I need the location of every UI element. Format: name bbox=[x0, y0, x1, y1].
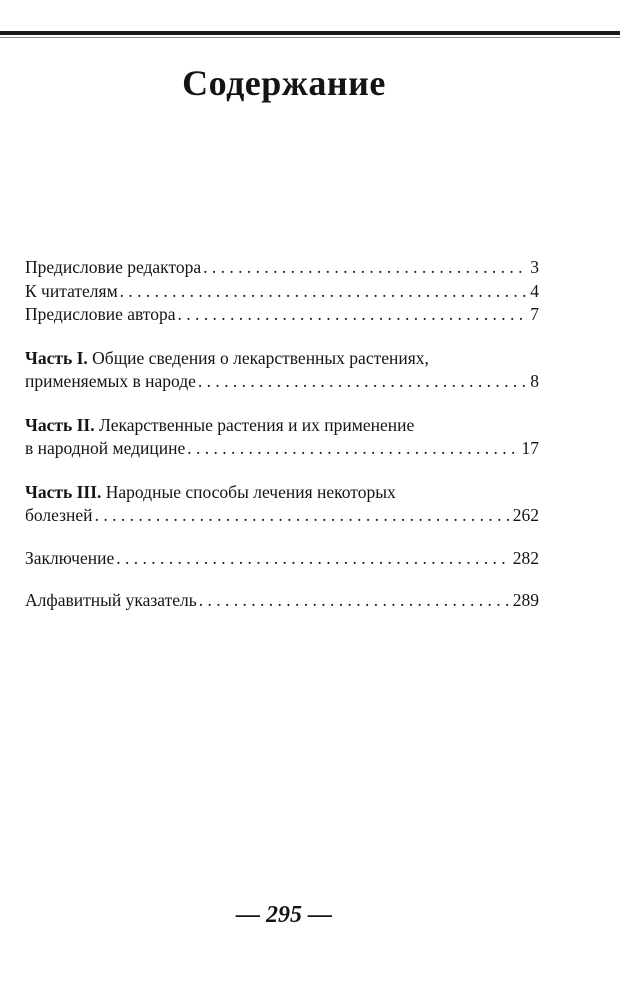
toc-page-number: 7 bbox=[530, 304, 539, 324]
folio-dash-right: — bbox=[308, 902, 332, 928]
toc-entry-title: К читателям bbox=[25, 280, 118, 301]
toc-part-label: Часть I. bbox=[25, 347, 88, 368]
leader-dots bbox=[203, 256, 528, 280]
leader-dots bbox=[95, 504, 511, 528]
leader-dots bbox=[187, 437, 519, 461]
leader-dots bbox=[120, 280, 529, 304]
toc-part-label: Часть III. bbox=[25, 481, 102, 502]
toc-entry-title: Алфавитный указатель bbox=[25, 590, 197, 610]
toc-entry-title-continued: применяемых в народе bbox=[25, 371, 196, 391]
toc-page-number: 8 bbox=[530, 371, 539, 391]
toc-entry-title-continued: в народной медицине bbox=[25, 438, 186, 458]
table-of-contents bbox=[25, 256, 539, 613]
folio-page-number: 295 bbox=[266, 902, 302, 928]
toc-page-number: 282 bbox=[512, 547, 539, 568]
folio-dash-left: — bbox=[236, 902, 260, 928]
toc-entry-title: Заключение bbox=[25, 547, 115, 568]
toc-entry-editor-preface[interactable] bbox=[25, 256, 539, 280]
leader-dots bbox=[199, 589, 511, 613]
toc-page-number: 289 bbox=[512, 590, 539, 610]
toc-entry-title: Лекарственные растения и их применение bbox=[98, 414, 415, 435]
page-title: Содержание bbox=[182, 63, 386, 103]
toc-entry-conclusion[interactable] bbox=[25, 547, 539, 571]
top-rule bbox=[0, 31, 620, 35]
toc-entry-to-readers[interactable] bbox=[25, 280, 539, 304]
toc-entry-part-3[interactable] bbox=[25, 481, 539, 528]
toc-page-number: 4 bbox=[530, 280, 539, 301]
toc-entry-index[interactable] bbox=[25, 589, 539, 613]
toc-entry-title: Предисловие автора bbox=[25, 304, 176, 324]
toc-entry-part-1[interactable] bbox=[25, 347, 539, 394]
toc-entry-title: Общие сведения о лекарственных растениях, bbox=[92, 347, 429, 368]
leader-dots bbox=[116, 547, 511, 571]
page-folio bbox=[0, 902, 568, 929]
toc-page-number: 17 bbox=[521, 438, 539, 458]
toc-entry-title: Предисловие редактора bbox=[25, 257, 202, 277]
toc-entry-title-continued: болезней bbox=[25, 505, 93, 525]
toc-entry-title: Народные способы лечения некоторых bbox=[105, 481, 396, 502]
toc-part-label: Часть II. bbox=[25, 414, 95, 435]
toc-entry-part-2[interactable] bbox=[25, 414, 539, 461]
toc-entry-author-preface[interactable] bbox=[25, 303, 539, 327]
toc-page-number: 262 bbox=[512, 505, 539, 525]
leader-dots bbox=[178, 303, 529, 327]
top-rule-thin bbox=[0, 37, 620, 38]
leader-dots bbox=[198, 370, 528, 394]
toc-page-number: 3 bbox=[530, 257, 539, 277]
